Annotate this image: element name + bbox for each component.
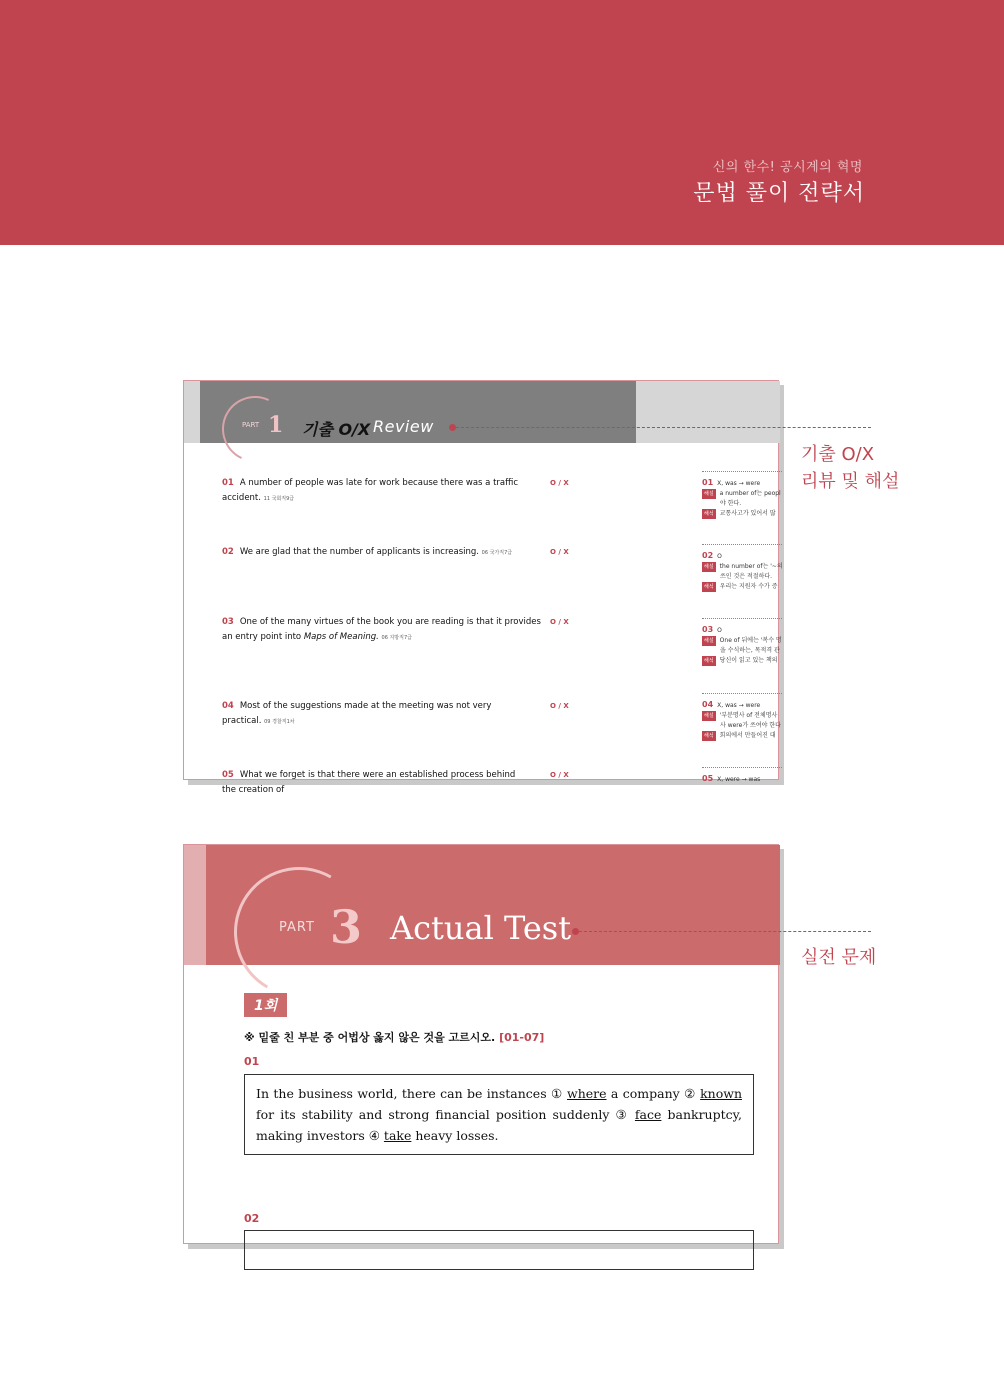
test-header-left bbox=[184, 845, 206, 965]
question-item bbox=[222, 545, 522, 561]
question-number: 01 bbox=[222, 478, 234, 488]
underlined-option: take bbox=[383, 1128, 412, 1143]
round-tag: 1회 bbox=[244, 993, 287, 1017]
answer-item bbox=[702, 618, 782, 666]
answer-item bbox=[702, 693, 782, 741]
answer-line: '부분명사 of 전체명사 bbox=[719, 712, 778, 719]
review-title-en: Review bbox=[373, 417, 434, 436]
header-band bbox=[0, 0, 1004, 245]
callout-line bbox=[456, 427, 871, 428]
question-source: 09 경찰직1차 bbox=[264, 719, 295, 725]
part-number: 1 bbox=[268, 412, 284, 438]
review-title-kr: 기출 O/X bbox=[302, 420, 371, 439]
passage-text: heavy losses. bbox=[411, 1128, 499, 1143]
header-subtitle: 신의 한수! 공시계의 혁명 bbox=[712, 160, 863, 175]
passage-text: In the business world, there can be instances ① bbox=[256, 1086, 567, 1101]
header-title: 문법 풀이 전략서 bbox=[693, 181, 865, 206]
explain-tag: 해설 bbox=[704, 491, 714, 497]
question-source: 06 지방직7급 bbox=[381, 635, 412, 641]
ox-marker: O / X bbox=[550, 702, 569, 710]
callout-dot bbox=[449, 424, 456, 431]
test-title: Actual Test bbox=[390, 909, 572, 947]
instruction bbox=[244, 1029, 544, 1045]
answer-line: 교통사고가 있어서 많 bbox=[719, 510, 776, 517]
explain-tag: 해설 bbox=[704, 638, 714, 644]
part-number: 3 bbox=[330, 900, 363, 954]
instruction-text: ※ 밑줄 친 부분 중 어법상 옳지 않은 것을 고르시오. bbox=[244, 1031, 496, 1044]
question-text: Most of the suggestions made at the meeting was not very practical. bbox=[222, 701, 492, 726]
question-number: 04 bbox=[222, 701, 234, 711]
part-label: PART bbox=[279, 920, 315, 935]
question-source: 06 국가직7급 bbox=[481, 550, 513, 556]
passage-text: for its stability and strong financial position suddenly ③ bbox=[256, 1107, 635, 1122]
underlined-option: face bbox=[634, 1107, 662, 1122]
answer-line: the number of는 '~의 bbox=[719, 563, 783, 570]
answer-value: O bbox=[717, 627, 722, 634]
translate-tag: 해석 bbox=[704, 584, 714, 590]
answer-line: a number of는 peopl bbox=[719, 490, 781, 497]
question-number: 01 bbox=[244, 1055, 260, 1068]
question-text: We are glad that the number of applicants is increasing. bbox=[239, 547, 479, 557]
review-header-left bbox=[184, 381, 200, 443]
instruction-range: [01-07] bbox=[499, 1031, 545, 1044]
answer-line: 사 were가 쓰여야 한다 bbox=[720, 722, 781, 729]
answer-line: 야 한다. bbox=[720, 500, 742, 507]
part-label: PART bbox=[242, 421, 260, 429]
callout-test: 실전 문제 bbox=[801, 947, 877, 968]
review-card bbox=[183, 380, 783, 795]
underlined-option: known bbox=[700, 1086, 742, 1101]
passage-text: bankruptcy, making investors ④ bbox=[256, 1107, 742, 1143]
question-text: What we forget is that there were an established process behind the creation of bbox=[222, 770, 516, 795]
question-box bbox=[244, 1230, 754, 1270]
callout-line bbox=[579, 931, 871, 932]
explain-tag: 해설 bbox=[704, 713, 714, 719]
question-number: 03 bbox=[222, 617, 234, 627]
answer-line: One of 뒤에는 '복수 명 bbox=[719, 637, 782, 644]
question-item bbox=[222, 615, 542, 646]
answer-number: 04 bbox=[702, 700, 714, 709]
question-box bbox=[244, 1074, 754, 1155]
question-number: 02 bbox=[244, 1212, 260, 1225]
review-header-right bbox=[636, 381, 780, 443]
answer-line: 당신이 읽고 있는 책의 bbox=[719, 657, 778, 664]
question-source: 11 국회직9급 bbox=[263, 496, 295, 502]
ox-marker: O / X bbox=[550, 771, 569, 779]
translate-tag: 해석 bbox=[704, 658, 714, 664]
translate-tag: 해석 bbox=[704, 511, 714, 517]
answer-line: 을 수식하는, 목적격 관 bbox=[720, 647, 780, 654]
question-text: A number of people was late for work because there was a traffic accident. bbox=[222, 478, 519, 503]
translate-tag: 해석 bbox=[704, 733, 714, 739]
answer-line: 우리는 지원자 수가 증 bbox=[719, 583, 778, 590]
explain-tag: 해설 bbox=[704, 564, 714, 570]
ox-marker: O / X bbox=[550, 479, 569, 487]
answer-value: X, was → were bbox=[717, 480, 761, 487]
answer-value: X, was → were bbox=[717, 702, 761, 709]
callout-review bbox=[801, 441, 899, 495]
passage-text: a company ② bbox=[606, 1086, 701, 1101]
answer-value: O bbox=[717, 553, 722, 560]
answer-line: 쓰인 것은 적절하다. bbox=[720, 573, 773, 580]
question-number: 02 bbox=[222, 547, 234, 557]
callout-line-1: 기출 O/X bbox=[801, 444, 875, 465]
question-item bbox=[222, 768, 522, 798]
callout-dot bbox=[572, 928, 579, 935]
answer-value: X, were → was bbox=[717, 776, 761, 783]
question-italic: Maps of Meaning. bbox=[303, 632, 379, 642]
question-item bbox=[222, 476, 522, 507]
answer-number: 05 bbox=[702, 774, 714, 783]
question-text: One of the many virtues of the book you are reading is that it provides an entry point into bbox=[222, 617, 541, 642]
answer-item bbox=[702, 471, 782, 519]
ox-marker: O / X bbox=[550, 548, 569, 556]
callout-line-2: 리뷰 및 해설 bbox=[801, 471, 900, 492]
question-number: 05 bbox=[222, 770, 234, 780]
answer-number: 01 bbox=[702, 478, 714, 487]
test-card bbox=[183, 844, 779, 1244]
answer-line: 회의에서 만들어진 대 bbox=[719, 732, 776, 739]
answer-number: 03 bbox=[702, 625, 714, 634]
answer-item bbox=[702, 544, 782, 592]
underlined-option: where bbox=[567, 1086, 607, 1101]
question-item bbox=[222, 699, 522, 730]
ox-marker: O / X bbox=[550, 618, 569, 626]
answer-item bbox=[702, 767, 782, 785]
answer-number: 02 bbox=[702, 551, 714, 560]
